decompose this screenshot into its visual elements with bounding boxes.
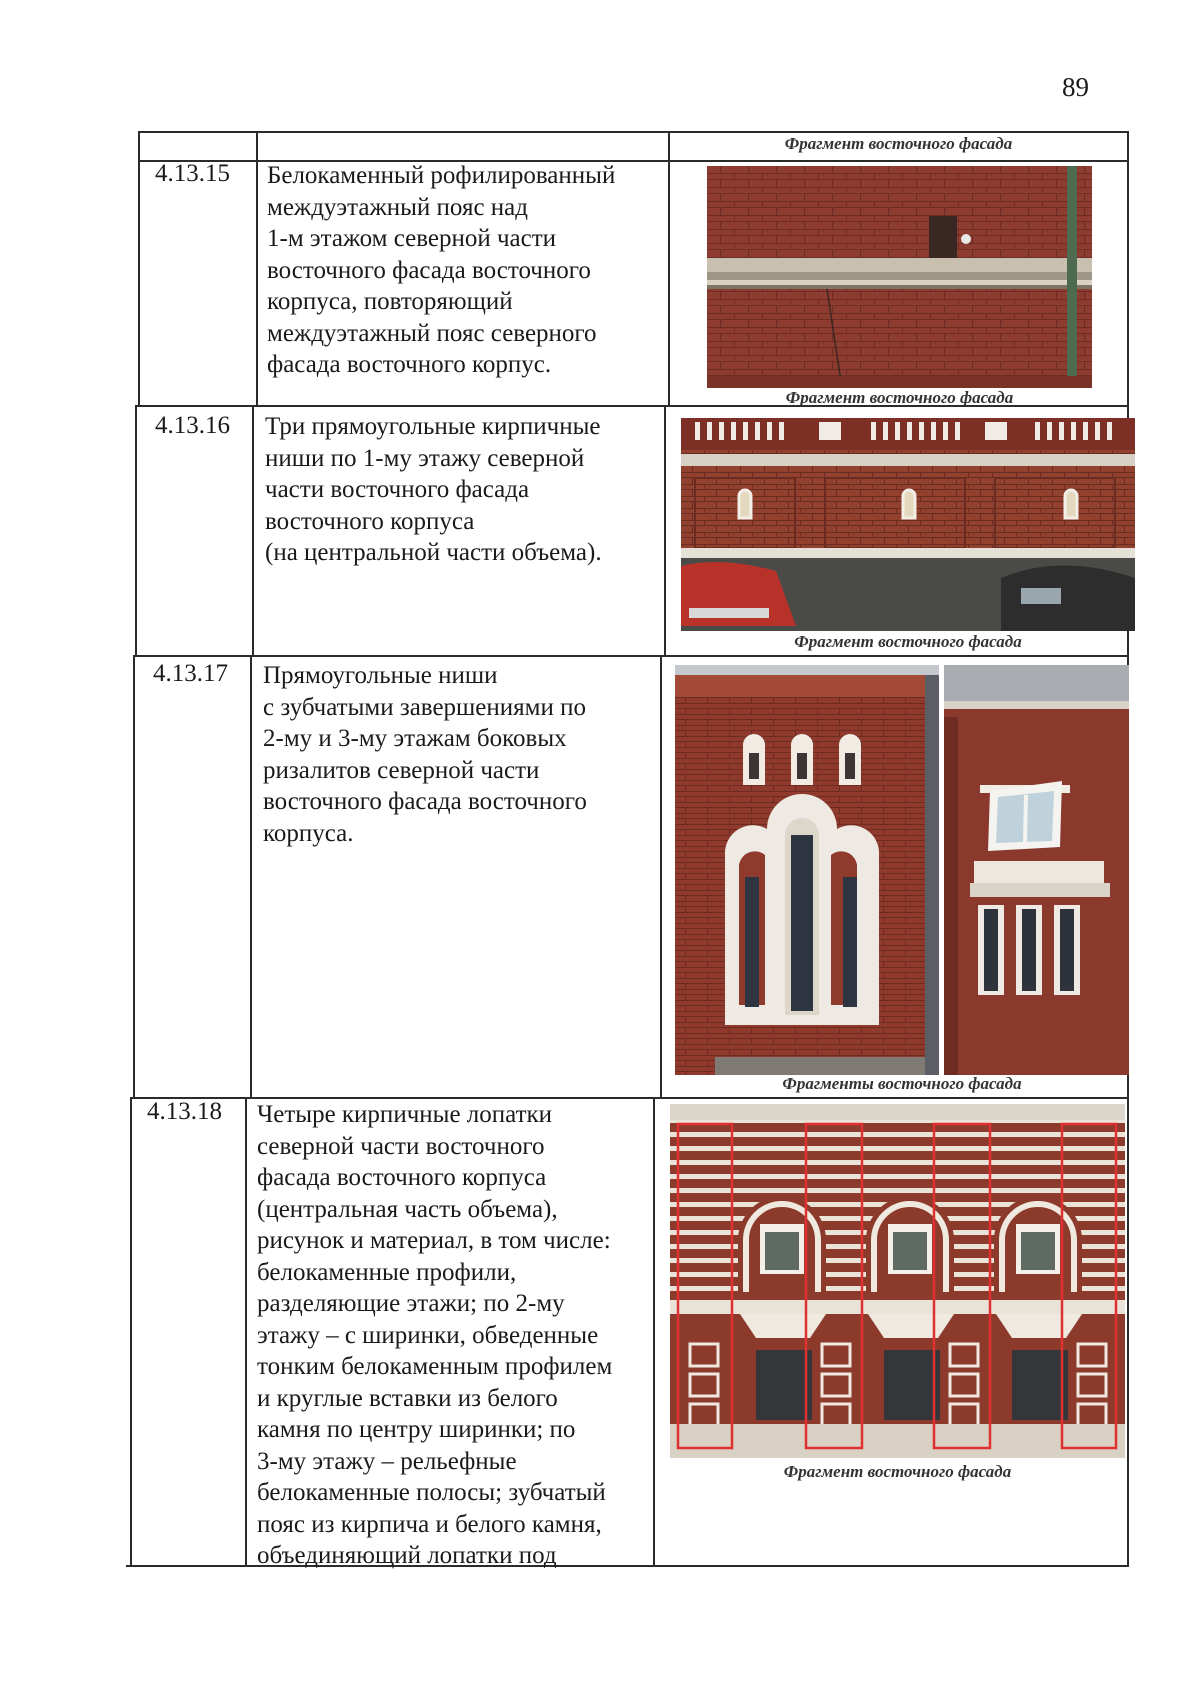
row-description [263,660,587,849]
description-line: Три прямоугольные кирпичные [265,413,601,440]
photo-caption: Фрагмент восточного фасада [785,388,1014,407]
description-line: восточного фасада восточного [267,256,591,284]
description-line: белокаменные полосы; зубчатый [257,1479,606,1506]
description-line: фасада восточного корпуса [257,1164,547,1191]
photo-facade-niches-first-floor [681,418,1135,631]
description-line: 3-му этажу – рельефные [257,1447,517,1475]
description-line: ризалитов северной части [263,756,540,784]
row-description [267,160,615,381]
description-line: с зубчатыми завершениями по [263,693,586,721]
description-line: фасада восточного корпус. [267,351,552,378]
row-description [265,411,602,569]
row-number: 4.13.17 [153,660,228,687]
photo-facade-belt-course [707,166,1092,388]
description-line: ниши по 1-му этажу северной [265,444,585,472]
row-description [257,1099,612,1572]
description-line: рисунок и материал, в том числе: [257,1227,611,1254]
photo-caption: Фрагменты восточного фасада [782,1074,1022,1093]
photo-caption: Фрагмент восточного фасада [784,134,1013,153]
description-line: камня по центру ширинки; по [257,1416,576,1443]
photo-facade-risalit-right [944,665,1129,1075]
row-number: 4.13.18 [147,1098,222,1125]
photo-facade-risalit-left [675,665,939,1075]
description-line: восточного корпуса [265,507,475,535]
description-line: объединяющий лопатки под [257,1542,557,1569]
row-number: 4.13.15 [155,160,230,187]
description-line: Прямоугольные ниши [263,662,498,689]
description-line: Белокаменный рофилированный [267,162,616,189]
photo-caption: Фрагмент восточного фасада [794,632,1022,651]
description-line: пояс из кирпича и белого камня, [257,1510,602,1538]
description-line: 2-му и 3-му этажам боковых [263,725,567,752]
photo-facade-pilasters [670,1104,1125,1458]
description-line: этажу – с ширинки, обведенные [257,1321,599,1349]
description-line: корпуса, повторяющий [267,288,513,315]
description-line: корпуса. [263,819,354,847]
description-line: тонким белокаменным профилем [257,1353,613,1380]
description-line: 1-м этажом северной части [267,225,557,252]
description-line: части восточного фасада [265,476,530,503]
description-line: и круглые вставки из белого [257,1384,558,1412]
photo-caption: Фрагмент восточного фасада [783,1462,1012,1481]
description-line: северной части восточного [257,1132,545,1160]
description-line: (на центральной части объема). [265,539,602,566]
page-number: 89 [1062,72,1089,102]
description-line: восточного фасада восточного [263,788,587,815]
row-number: 4.13.16 [155,412,230,439]
description-line: разделяющие этажи; по 2-му [257,1290,565,1317]
description-line: (центральная часть объема), [257,1195,558,1223]
description-line: междуэтажный пояс над [267,193,528,221]
description-line: междуэтажный пояс северного [267,319,597,347]
description-line: белокаменные профили, [257,1258,517,1286]
description-line: Четыре кирпичные лопатки [257,1101,553,1128]
